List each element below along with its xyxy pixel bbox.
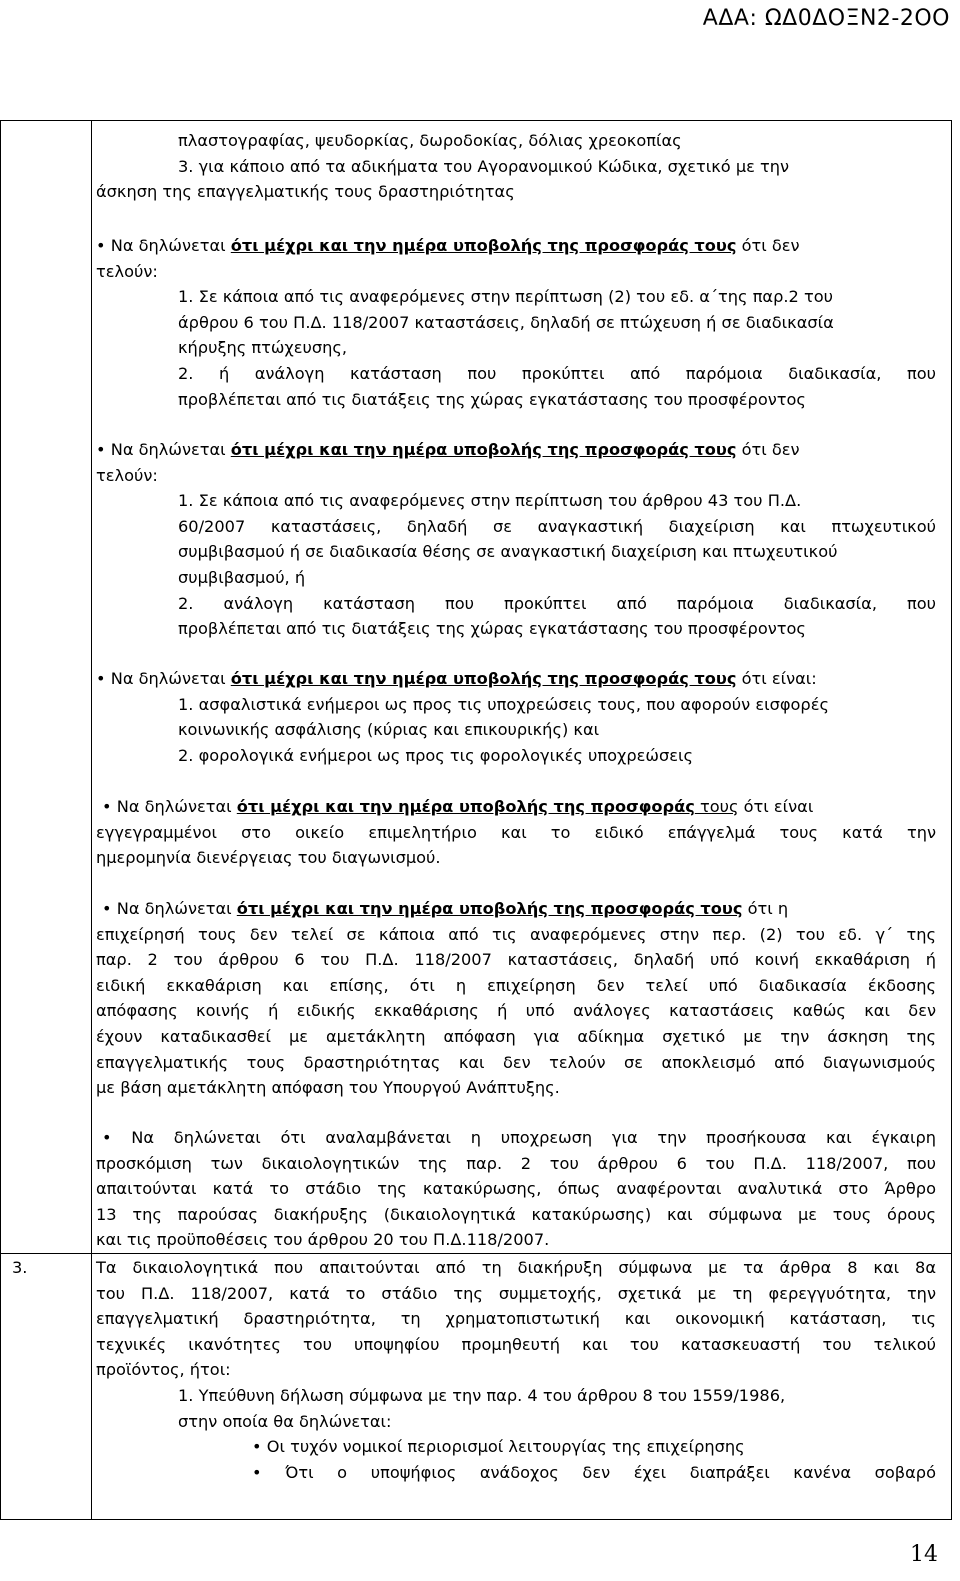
block-award-documents-declaration [96,1125,936,1253]
list-item: 1. Υπεύθυνη δήλωση σύμφωνα με την παρ. 4 του άρθρου 8 του 1559/1986, [178,1385,786,1405]
text-line: άσκηση της επαγγελματικής τους δραστηριότητας [96,182,515,202]
list-item: στην οποία θα δηλώνεται: [178,1411,392,1431]
list-item: προβλέπεται από τις διατάξεις της χώρας εγκατάστασης του προσφέροντος [178,619,806,639]
list-item: άρθρου 6 του Π.Δ. 118/2007 καταστάσεις, δηλαδή σε πτώχευση ή σε διαδικασία [178,312,834,332]
list-item: 2. ή ανάλογη κατάσταση που προκύπτει από παρόμοια διαδικασία, που [178,363,936,383]
emphasis-text: ότι μέχρι και την ημέρα υποβολής της προσφοράς [236,797,695,816]
list-item: κοινωνικής ασφάλισης (κύριας και επικουρικής) και [178,720,600,740]
block-bankruptcy-declaration [96,233,936,412]
bullet-icon: • [96,236,106,255]
text-line: και τις προϋποθέσεις του άρθρου 20 του Π.Δ.118/2007. [96,1230,550,1250]
text-line: του Π.Δ. 118/2007, κατά το στάδιο της συμμετοχής, σχετικά με τη φερεγγυότητα, την [96,1283,936,1303]
bullet-icon: • [102,1128,112,1147]
bullet-icon: • [102,899,112,918]
text-line: ειδική εκκαθάριση και επίσης, ότι η επιχείρηση δεν τελεί υπό διαδικασία έκδοσης [96,975,936,995]
text-line: επιχείρησή τους δεν τελεί σε κάποια από τις αναφερόμενες στην περ. (2) του εδ. γ΄ της [96,924,936,944]
block-participation-documents [96,1255,936,1485]
declaration-line: • Να δηλώνεται ότι αναλαμβάνεται η υποχρεωση για την προσήκουσα και έγκαιρη [102,1128,936,1147]
bullet-item: • Οι τυχόν νομικοί περιορισμοί λειτουργίας της επιχείρησης [252,1437,745,1457]
row-divider [0,1253,952,1254]
text-line: προσκόμιση των δικαιολογητικών της παρ. 2 του άρθρου 6 του Π.Δ. 118/2007, που [96,1153,936,1173]
block-liquidation-declaration [96,896,936,1101]
ada-header: ΑΔΑ: ΩΔ0ΔΟΞΝ2-2ΟΟ [702,6,950,31]
text-line: έχουν καταδικασθεί με αμετάκλητη απόφαση για αδίκημα σχετικό με την άσκηση της [96,1026,936,1046]
text-line: επαγγελματική δραστηριότητα, τη χρηματοπιστωτική και οικονομική κατάσταση, τις [96,1309,936,1329]
text-line: πλαστογραφίας, ψευδορκίας, δωροδοκίας, δόλιας χρεοκοπίας [178,131,682,150]
bullet-icon: • [96,669,106,688]
list-item: 1. Σε κάποια από τις αναφερόμενες στην περίπτωση (2) του εδ. α΄της παρ.2 του [178,287,833,307]
bullet-item: • Ότι ο υποψήφιος ανάδοχος δεν έχει διαπράξει κανένα σοβαρό [252,1462,936,1482]
text-line: απαιτούνται κατά το στάδιο της κατακύρωσης, όπως αναφέρονται αναλυτικά στο Άρθρο [96,1179,936,1199]
emphasis-text: ότι μέχρι και την ημέρα υποβολής της προσφοράς τους [236,899,743,918]
text-line: 3. για κάποιο από τα αδικήματα του Αγορανομικού Κώδικα, σχετικό με την [178,156,790,176]
list-item: 2. ανάλογη κατάσταση που προκύπτει από παρόμοια διαδικασία, που [178,593,936,613]
row-number: 3. [12,1258,28,1277]
column-divider [91,121,92,1519]
bullet-icon: • [102,797,112,816]
list-item: συμβιβασμού ή σε διαδικασία θέσης σε αναγκαστική διαχείριση και πτωχευτικού [178,542,838,562]
emphasis-text: ότι μέχρι και την ημέρα υποβολής της προσφοράς τους [230,236,737,255]
block-previous-continuation [96,128,936,205]
declaration-line: • Να δηλώνεται ότι μέχρι και την ημέρα υποβολής της προσφοράς τους ότι δεν [96,236,800,255]
bullet-icon: • [252,1462,262,1482]
text-line: ημερομηνία διενέργειας του διαγωνισμού. [96,848,441,868]
text-line: προϊόντος, ήτοι: [96,1360,231,1380]
list-item: 1. Σε κάποια από τις αναφερόμενες στην περίπτωση του άρθρου 43 του Π.Δ. [178,491,802,511]
text-line: τελούν: [96,465,158,485]
declaration-line: • Να δηλώνεται ότι μέχρι και την ημέρα υποβολής της προσφοράς τους ότι είναι [102,797,814,816]
declaration-line: • Να δηλώνεται ότι μέχρι και την ημέρα υποβολής της προσφοράς τους ότι είναι: [96,669,817,688]
block-receivership-declaration [96,437,936,642]
text-line: 13 της παρούσας διακήρυξης (δικαιολογητικά κατακύρωσης) και σύμφωνα με τους όρους [96,1204,936,1224]
text-line: τεχνικές ικανότητες του υποψηφίου προμηθευτή και του κατασκευαστή του τελικού [96,1334,936,1354]
text-line: με βάση αμετάκλητη απόφαση του Υπουργού Ανάπτυξης. [96,1078,560,1098]
block-chamber-declaration [96,794,936,871]
list-item: προβλέπεται από τις διατάξεις της χώρας εγκατάστασης του προσφέροντος [178,389,806,409]
text-line: απόφασης κοινής ή ειδικής εκκαθάρισης ή υπό ανάλογες καταστάσεις καθώς και δεν [96,1001,936,1021]
declaration-line: • Να δηλώνεται ότι μέχρι και την ημέρα υποβολής της προσφοράς τους ότι η [102,899,789,918]
text-line: Τα δικαιολογητικά που απαιτούνται από τη διακήρυξη σύμφωνα με τα άρθρα 8 και 8α [96,1258,936,1277]
emphasis-text: ότι μέχρι και την ημέρα υποβολής της προσφοράς τους [230,669,737,688]
declaration-line: • Να δηλώνεται ότι μέχρι και την ημέρα υποβολής της προσφοράς τους ότι δεν [96,440,800,459]
list-item: συμβιβασμού, ή [178,567,306,587]
list-item: 1. ασφαλιστικά ενήμεροι ως προς τις υποχρεώσεις τους, που αφορούν εισφορές [178,694,829,714]
text-line: επαγγελματικής τους δραστηριότητας και δεν τελούν σε αποκλεισμό από διαγωνισμούς [96,1052,936,1072]
text-line: εγγεγραμμένοι στο οικείο επιμελητήριο και το ειδικό επάγγελμά τους κατά την [96,822,936,842]
block-insurance-tax-declaration [96,666,936,768]
bullet-icon: • [96,440,106,459]
text-line: τελούν: [96,261,158,281]
list-item: 2. φορολογικά ενήμεροι ως προς τις φορολογικές υποχρεώσεις [178,745,693,765]
bullet-icon: • [252,1437,262,1457]
list-item: κήρυξης πτώχευσης, [178,338,348,358]
list-item: 60/2007 καταστάσεις, δηλαδή σε αναγκαστική διαχείριση και πτωχευτικού [178,516,936,536]
text-line: παρ. 2 του άρθρου 6 του Π.Δ. 118/2007 καταστάσεις, δηλαδή υπό κοινή εκκαθάριση ή [96,950,936,970]
page-number: 14 [910,1542,938,1567]
emphasis-text: ότι μέχρι και την ημέρα υποβολής της προσφοράς τους [230,440,737,459]
